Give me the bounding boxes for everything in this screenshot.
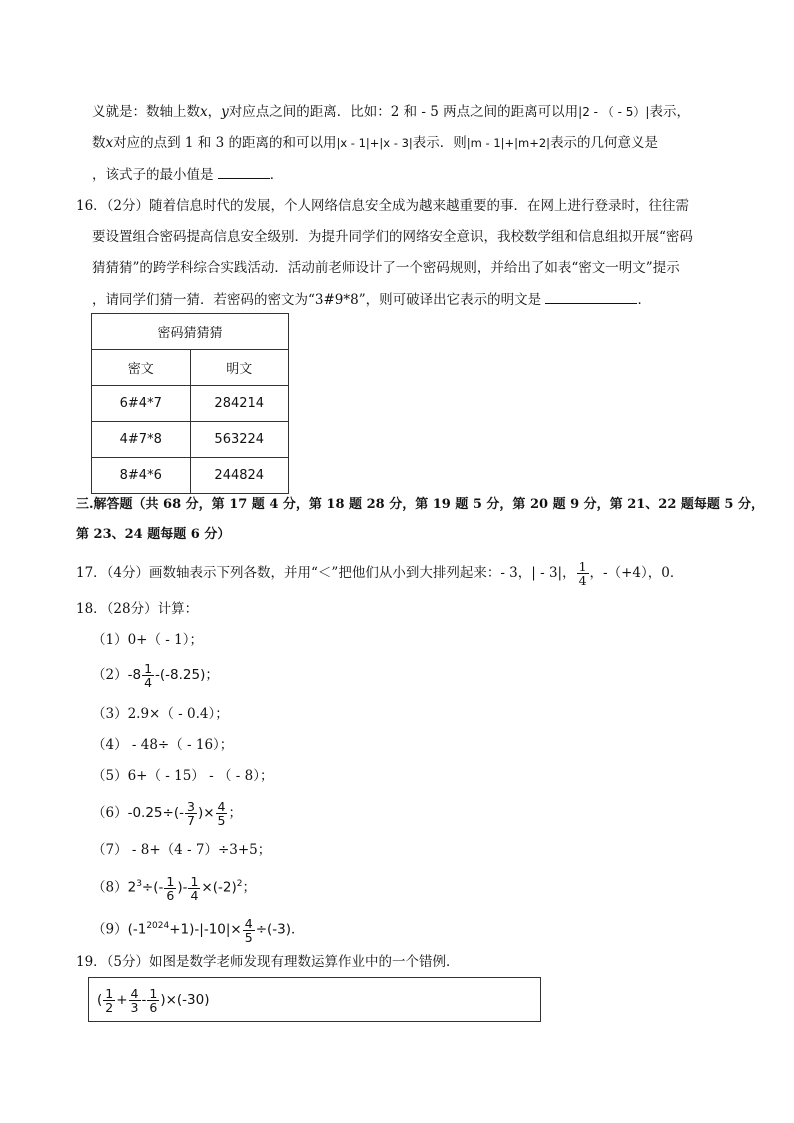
table-cell: 244824 — [190, 458, 289, 494]
q15-line-3: ，该式子的最小值是 ． — [92, 164, 283, 185]
q15-line-1: 义就是：数轴上数x，y对应点之间的距离．比如：2 和 - 5 两点之间的距离可以用|2 - （ - 5）|表示， — [92, 104, 690, 120]
q18-part-5: （5）6+（ - 15） - （ - 8）； — [92, 768, 274, 784]
q16-line-1: 16．（2分）随着信息时代的发展，个人网络信息安全成为越来越重要的事．在网上进行登录时，往往需 — [76, 198, 690, 214]
table-row — [92, 422, 289, 458]
table-cell: 563224 — [190, 422, 289, 458]
q18-part-9: $(9)(-1^{2024}+1)-|-10|\times$ $\frac{4}{5}$ ÷(-3)． — [92, 915, 305, 945]
table-header-row — [92, 350, 289, 386]
q18-part-6: （6）-0.25÷(- $\frac{3}{7}$ )× $\frac{4}{5}$ ； — [92, 799, 242, 828]
table-title-row — [92, 314, 289, 350]
section-3-heading-line-2: 第 23、24 题每题 6 分） — [76, 527, 231, 542]
q17: 17．（4分）画数轴表示下列各数，并用“＜”把他们从小到大排列起来：- 3，| - 3|， $\frac{1}{4}$ ，-（+4），0． — [76, 559, 684, 588]
q16-line-2: 要设置组合密码提高信息安全级别．为提升同学们的网络安全意识，我校数学组和信息组拟开展“密码 — [92, 229, 693, 245]
table-cell: 284214 — [190, 386, 289, 422]
table-header-ciphertext: 密文 — [92, 350, 191, 386]
q16-answer-blank[interactable] — [545, 289, 637, 304]
q17-fraction: $\frac{1}{4}$ — [578, 559, 587, 588]
table-cell: 6#4*7 — [92, 386, 191, 422]
q18-part-3: （3）2.9×（ - 0.4）； — [92, 706, 229, 722]
table-cell: 8#4*6 — [92, 458, 191, 494]
q18-part-8: $(8)2^3\div(-$ $\frac{1}{6}$ )- $\frac{1}{4}$ $\times(-2)^2$； — [92, 873, 256, 903]
section-3-heading-line-1: 三.解答题（共 68 分，第 17 题 4 分，第 18 题 28 分，第 19 题 5 分，第 20 题 9 分，第 21、22 题每题 5 分， — [76, 497, 765, 512]
q18-part-1: （1）0+（ - 1）； — [92, 632, 203, 648]
q19-error-box — [88, 977, 541, 1022]
q18-part-7: （7） - 8+（4 - 7）÷3+5； — [92, 842, 272, 858]
q18-part-4: （4） - 48÷（ - 16）； — [92, 737, 234, 753]
q15-line-2: 数x对应的点到 1 和 3 的距离的和可以用|x - 1|+|x - 3|表示．则|m - 1|+|m+2|表示的几何意义是 — [92, 135, 659, 151]
q18-header: 18．（28分）计算： — [76, 601, 199, 617]
table-title: 密码猜猜猜 — [92, 314, 289, 350]
q19-text: 19．（5分）如图是数学老师发现有理数运算作业中的一个错例． — [76, 954, 460, 970]
table-row — [92, 386, 289, 422]
q15-answer-blank[interactable] — [218, 164, 270, 179]
table-cell: 4#7*8 — [92, 422, 191, 458]
q16-line-4: ，请同学们猜一猜．若密码的密文为“3#9*8”，则可破译出它表示的明文是 ． — [92, 289, 651, 310]
q18-part-2: （2）-8 $\frac{1}{4}$ -(-8.25)； — [92, 661, 219, 690]
cipher-table — [91, 313, 289, 494]
q19-expression: ( $\frac{1}{2}$ + $\frac{4}{3}$ - $\frac{1}{6}$ )×(-30) — [97, 985, 210, 1015]
table-row — [92, 458, 289, 494]
q16-line-3: 猜猜猜”的跨学科综合实践活动．活动前老师设计了一个密码规则，并给出了如表“密文一明文”提示 — [92, 260, 680, 276]
table-header-plaintext: 明文 — [190, 350, 289, 386]
